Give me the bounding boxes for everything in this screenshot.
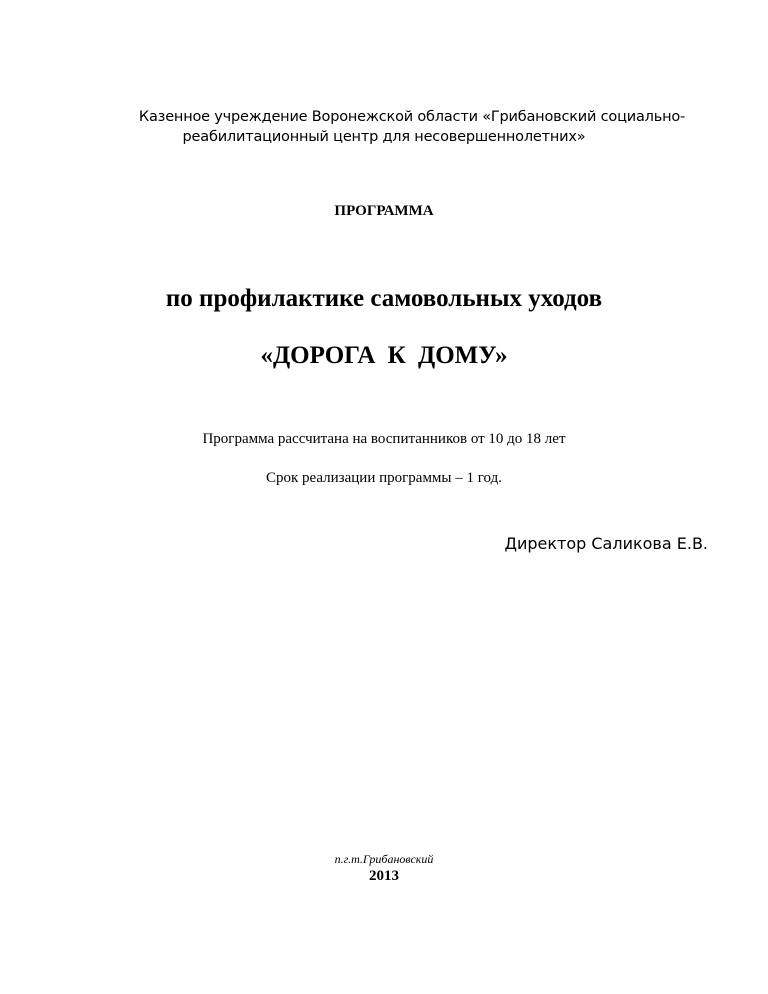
document-type-heading: ПРОГРАММА bbox=[334, 203, 434, 219]
program-subject-title: по профилактике самовольных уходов bbox=[165, 285, 603, 312]
organization-name-line-2: реабилитационный центр для несовершеннолетних» bbox=[182, 129, 586, 145]
program-audience-text: Программа рассчитана на воспитанников от 10 до 18 лет bbox=[202, 431, 566, 447]
program-term-text: Срок реализации программы – 1 год. bbox=[266, 470, 502, 486]
organization-name-line-1: Казенное учреждение Воронежской области «Грибановский социально- bbox=[138, 109, 686, 125]
document-year: 2013 bbox=[369, 868, 399, 884]
program-name-title: «ДОРОГА К ДОМУ» bbox=[260, 342, 508, 369]
director-signature-line: Директор Саликова Е.В. bbox=[504, 534, 708, 553]
place-name: п.г.т.Грибановский bbox=[334, 852, 434, 866]
